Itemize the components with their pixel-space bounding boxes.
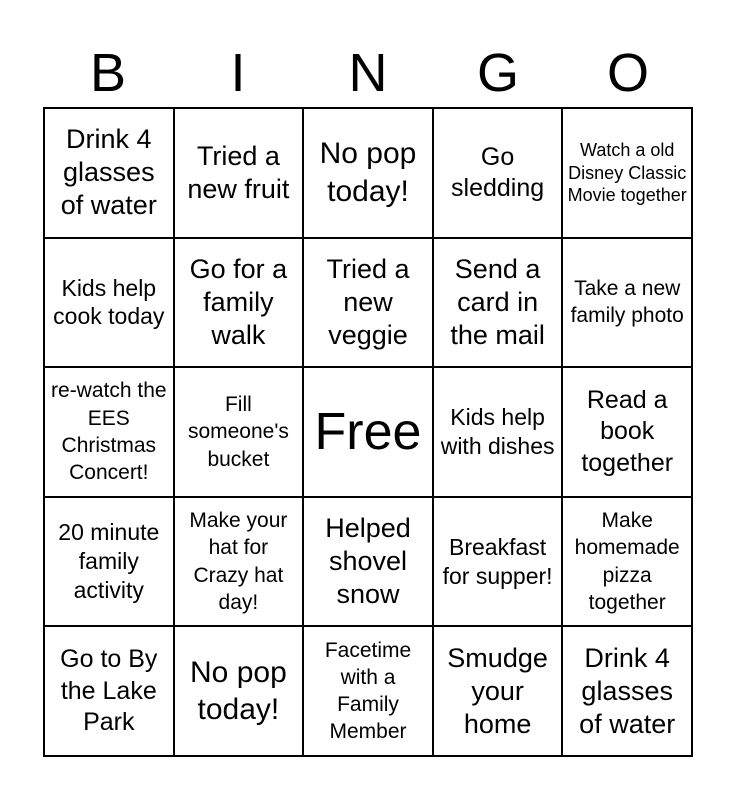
cell-text: Kids help with dishes [440,404,555,459]
bingo-cell[interactable] [433,626,563,756]
cell-text: Send a card in the mail [450,253,545,350]
bingo-cell[interactable] [303,497,433,627]
cell-text: Make homemade pizza together [574,509,680,614]
bingo-header [43,38,693,108]
header-letter-b: B [89,43,127,103]
cell-text: Go sledding [451,142,545,202]
header-letter-o: O [606,43,649,103]
cell-text: Take a new family photo [570,277,684,328]
bingo-cell[interactable] [433,238,563,368]
free-space-cell[interactable] [303,367,433,497]
cell-text: Drink 4 glasses of water [579,642,676,739]
header-letter-n: N [348,43,388,103]
cell-text: Helped shovel snow [325,513,411,610]
free-space-text: Free [314,402,422,461]
bingo-cell[interactable] [562,238,692,368]
cell-text: Watch a old Disney Classic Movie together [567,140,687,206]
bingo-cell[interactable] [562,497,692,627]
cell-text: re-watch the EES Christmas Concert! [51,379,167,485]
bingo-cell[interactable] [44,626,174,756]
bingo-cell[interactable] [303,108,433,238]
cell-text: Make your hat for Crazy hat day! [189,509,288,614]
bingo-cell[interactable] [174,238,304,368]
bingo-cell[interactable] [562,108,692,238]
bingo-cell[interactable] [44,367,174,497]
bingo-cell[interactable] [174,626,304,756]
bingo-cell[interactable] [433,108,563,238]
cell-text: Drink 4 glasses of water [60,124,157,221]
cell-text: Tried a new fruit [187,140,290,204]
bingo-cell[interactable] [303,626,433,756]
header-letter-g: G [476,43,519,103]
cell-text: Read a book together [581,386,674,477]
bingo-cell[interactable] [44,108,174,238]
bingo-cell[interactable] [433,367,563,497]
bingo-cell[interactable] [562,626,692,756]
bingo-cell[interactable] [174,497,304,627]
cell-text: Fill someone's bucket [187,393,289,471]
cell-text: Tried a new veggie [326,253,410,350]
bingo-cell[interactable] [562,367,692,497]
bingo-cell[interactable] [303,238,433,368]
header-letter-i: I [230,43,246,103]
bingo-cell[interactable] [174,367,304,497]
cell-text: Breakfast for supper! [442,533,553,589]
cell-text: Smudge your home [447,642,548,739]
bingo-board [43,107,693,757]
cell-text: Go to By the Lake Park [60,645,158,736]
cell-text: 20 minute family activity [58,519,160,603]
bingo-cell[interactable] [174,108,304,238]
bingo-cell[interactable] [44,238,174,368]
bingo-cell[interactable] [44,497,174,627]
cell-text: Go for a family walk [189,253,288,350]
cell-text: Kids help cook today [53,274,165,330]
cell-text: Facetime with a Family Member [324,638,412,744]
cell-text: No pop today! [319,137,417,208]
cell-text: No pop today! [190,655,287,727]
bingo-cell[interactable] [433,497,563,627]
